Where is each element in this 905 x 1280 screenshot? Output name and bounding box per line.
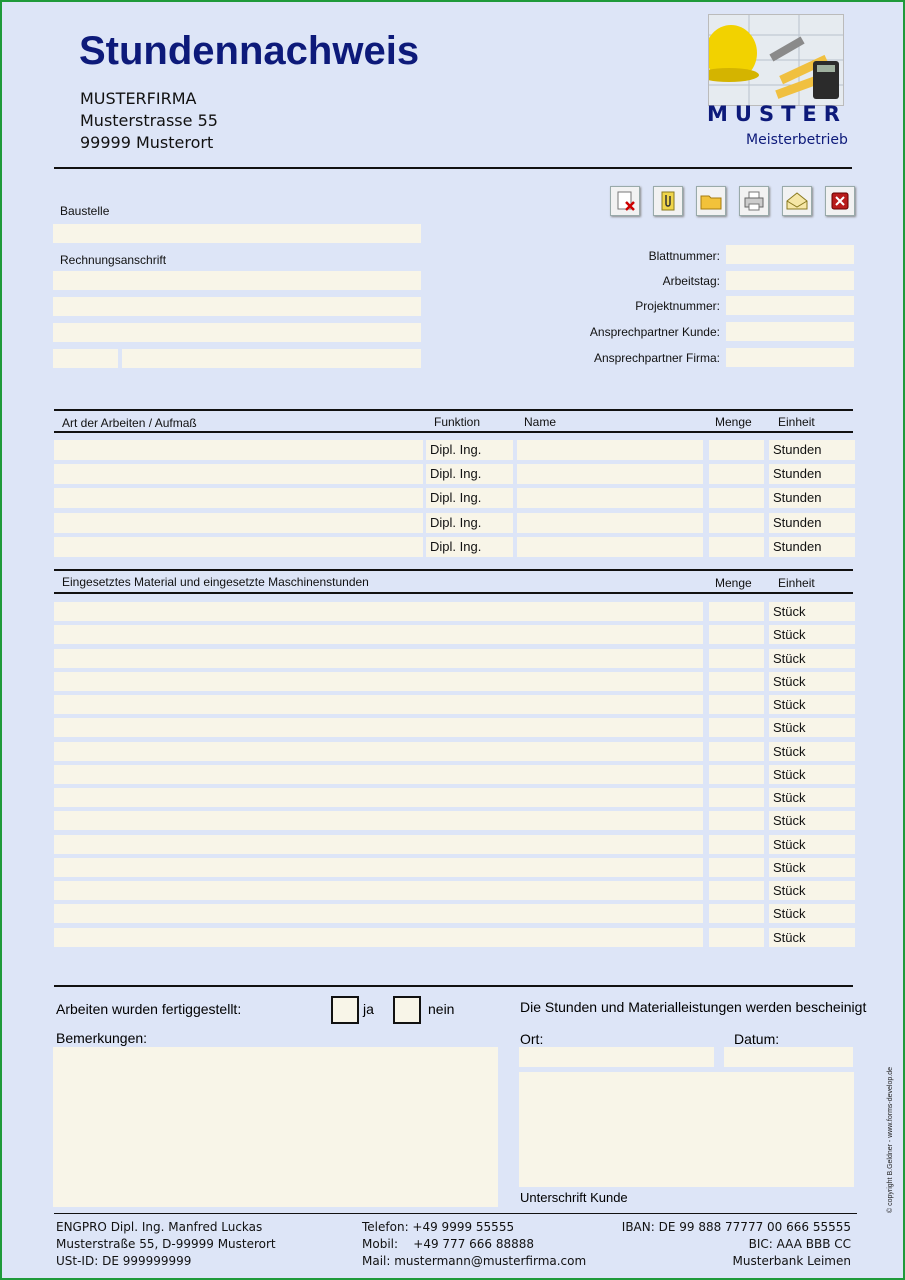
work-row-name-field[interactable] [517, 537, 703, 557]
work-row-art-field[interactable] [54, 488, 423, 508]
close-icon [826, 187, 854, 215]
rechnungsanschrift-line1[interactable] [53, 271, 421, 290]
footer-mobile: Mobil: +49 777 666 88888 [362, 1237, 535, 1251]
work-row-funktion[interactable]: Dipl. Ing. [426, 537, 513, 557]
material-row-art-field[interactable] [54, 788, 703, 807]
material-row-einheit: Stück [769, 881, 855, 900]
baustelle-label: Baustelle [60, 204, 110, 218]
work-row-menge-field[interactable] [709, 537, 764, 557]
work-header-einheit: Einheit [778, 415, 815, 429]
nein-checkbox[interactable] [393, 996, 421, 1024]
material-header-einheit: Einheit [778, 576, 815, 590]
footer-iban: IBAN: DE 99 888 77777 00 666 55555 [621, 1220, 851, 1234]
work-row-name-field[interactable] [517, 464, 703, 484]
work-row-einheit: Stunden [769, 440, 855, 460]
close-button[interactable] [825, 186, 855, 216]
material-row-menge-field[interactable] [709, 718, 764, 737]
ansprechpartner-kunde-label: Ansprechpartner Kunde: [589, 325, 720, 339]
material-row-menge-field[interactable] [709, 695, 764, 714]
ort-field[interactable] [519, 1047, 714, 1067]
work-row-art-field[interactable] [54, 464, 423, 484]
copyright-note: © copyright B.Geldner - www.forms-develop.de [887, 1067, 894, 1213]
rechnungsanschrift-zip[interactable] [53, 349, 118, 368]
material-row-einheit: Stück [769, 904, 855, 923]
material-row-einheit: Stück [769, 672, 855, 691]
material-row-einheit: Stück [769, 765, 855, 784]
projektnummer-field[interactable] [726, 296, 854, 315]
signature-label: Unterschrift Kunde [520, 1190, 628, 1205]
open-folder-icon [697, 187, 725, 215]
rechnungsanschrift-line2[interactable] [53, 297, 421, 316]
material-row-einheit: Stück [769, 649, 855, 668]
clear-form-icon [611, 187, 639, 215]
material-row-einheit: Stück [769, 602, 855, 621]
material-header-art: Eingesetztes Material und eingesetzte Maschinenstunden [62, 575, 369, 589]
material-table-header-rule [54, 592, 853, 594]
material-row-menge-field[interactable] [709, 811, 764, 830]
logo-subtitle: Meisterbetrieb [746, 132, 848, 148]
material-row-einheit: Stück [769, 625, 855, 644]
work-header-art: Art der Arbeiten / Aufmaß [62, 416, 197, 430]
material-row-art-field[interactable] [54, 695, 703, 714]
material-header-menge: Menge [715, 576, 752, 590]
material-row-art-field[interactable] [54, 742, 703, 761]
bemerkungen-label: Bemerkungen: [56, 1030, 148, 1046]
email-icon [783, 187, 811, 215]
attach-button[interactable] [653, 186, 683, 216]
open-folder-button[interactable] [696, 186, 726, 216]
ja-checkbox[interactable] [331, 996, 359, 1024]
footer-mail[interactable]: Mail: mustermann@musterfirma.com [362, 1254, 587, 1268]
material-row-menge-field[interactable] [709, 835, 764, 854]
material-row-einheit: Stück [769, 858, 855, 877]
work-row-einheit: Stunden [769, 513, 855, 533]
footer-bic: BIC: AAA BBB CC [748, 1237, 851, 1251]
work-row-einheit: Stunden [769, 537, 855, 557]
print-button[interactable] [739, 186, 769, 216]
material-row-menge-field[interactable] [709, 765, 764, 784]
clear-form-button[interactable] [610, 186, 640, 216]
completion-top-rule [54, 985, 853, 987]
certify-text: Die Stunden und Materialleistungen werden bescheinigt [520, 999, 867, 1015]
ort-label: Ort: [520, 1031, 544, 1047]
work-row-funktion[interactable]: Dipl. Ing. [426, 464, 513, 484]
material-row-menge-field[interactable] [709, 742, 764, 761]
material-row-einheit: Stück [769, 928, 855, 947]
ansprechpartner-kunde-field[interactable] [726, 322, 854, 341]
footer-rule [54, 1213, 857, 1214]
material-row-art-field[interactable] [54, 765, 703, 784]
nein-label: nein [428, 1001, 455, 1017]
company-city: 99999 Musterort [80, 133, 214, 152]
material-row-einheit: Stück [769, 835, 855, 854]
material-row-art-field[interactable] [54, 858, 703, 877]
arbeitstag-field[interactable] [726, 271, 854, 290]
bemerkungen-field[interactable] [53, 1047, 498, 1207]
logo-image [708, 14, 844, 106]
projektnummer-label: Projektnummer: [635, 299, 720, 313]
work-row-art-field[interactable] [54, 537, 423, 557]
material-row-art-field[interactable] [54, 928, 703, 947]
material-row-art-field[interactable] [54, 835, 703, 854]
material-row-einheit: Stück [769, 742, 855, 761]
material-row-art-field[interactable] [54, 649, 703, 668]
work-row-name-field[interactable] [517, 513, 703, 533]
blattnummer-label: Blattnummer: [648, 249, 720, 263]
material-row-einheit: Stück [769, 811, 855, 830]
material-row-menge-field[interactable] [709, 904, 764, 923]
material-row-menge-field[interactable] [709, 672, 764, 691]
work-row-funktion[interactable]: Dipl. Ing. [426, 488, 513, 508]
company-name: MUSTERFIRMA [80, 89, 197, 108]
work-table-header-rule [54, 431, 853, 433]
work-row-menge-field[interactable] [709, 464, 764, 484]
rechnungsanschrift-line3[interactable] [53, 323, 421, 342]
work-row-art-field[interactable] [54, 513, 423, 533]
work-row-menge-field[interactable] [709, 440, 764, 460]
company-street: Musterstrasse 55 [80, 111, 218, 130]
footer-bank: Musterbank Leimen [732, 1254, 851, 1268]
header-divider [54, 167, 852, 169]
datum-field[interactable] [724, 1047, 853, 1067]
work-table-top-rule [54, 409, 853, 411]
page-title: Stundennachweis [79, 29, 420, 73]
footer-address: Musterstraße 55, D-99999 Musterort [56, 1237, 276, 1251]
work-row-einheit: Stunden [769, 464, 855, 484]
print-icon [740, 187, 768, 215]
work-row-funktion[interactable]: Dipl. Ing. [426, 513, 513, 533]
material-row-art-field[interactable] [54, 718, 703, 737]
blattnummer-field[interactable] [726, 245, 854, 264]
email-button[interactable] [782, 186, 812, 216]
material-row-menge-field[interactable] [709, 649, 764, 668]
material-row-einheit: Stück [769, 718, 855, 737]
work-row-name-field[interactable] [517, 488, 703, 508]
rechnungsanschrift-label: Rechnungsanschrift [60, 253, 167, 267]
work-row-menge-field[interactable] [709, 488, 764, 508]
material-row-art-field[interactable] [54, 881, 703, 900]
rechnungsanschrift-city[interactable] [122, 349, 421, 368]
work-header-name: Name [524, 415, 557, 429]
footer-phone: Telefon: +49 9999 55555 [362, 1220, 515, 1234]
footer-company: ENGPRO Dipl. Ing. Manfred Luckas [56, 1220, 263, 1234]
work-header-menge: Menge [715, 415, 752, 429]
material-row-art-field[interactable] [54, 811, 703, 830]
material-row-menge-field[interactable] [709, 928, 764, 947]
work-row-name-field[interactable] [517, 440, 703, 460]
ansprechpartner-firma-label: Ansprechpartner Firma: [593, 351, 720, 365]
work-row-menge-field[interactable] [709, 513, 764, 533]
signature-field[interactable] [519, 1072, 854, 1187]
material-row-einheit: Stück [769, 788, 855, 807]
work-row-funktion[interactable]: Dipl. Ing. [426, 440, 513, 460]
work-row-einheit: Stunden [769, 488, 855, 508]
material-row-menge-field[interactable] [709, 625, 764, 644]
attach-icon [654, 187, 682, 215]
ansprechpartner-firma-field[interactable] [726, 348, 854, 367]
ja-label: ja [363, 1001, 374, 1017]
material-row-art-field[interactable] [54, 602, 703, 621]
material-row-art-field[interactable] [54, 625, 703, 644]
material-row-menge-field[interactable] [709, 788, 764, 807]
material-table-top-rule [54, 569, 853, 571]
material-row-menge-field[interactable] [709, 602, 764, 621]
material-row-einheit: Stück [769, 695, 855, 714]
material-row-menge-field[interactable] [709, 881, 764, 900]
material-row-art-field[interactable] [54, 672, 703, 691]
baustelle-field[interactable] [53, 224, 421, 243]
work-row-art-field[interactable] [54, 440, 423, 460]
material-row-art-field[interactable] [54, 904, 703, 923]
work-header-funktion: Funktion [434, 415, 481, 429]
construction-tools-icon [709, 15, 843, 105]
completion-question: Arbeiten wurden fertiggestellt: [56, 1001, 242, 1017]
footer-ustid: USt-ID: DE 999999999 [56, 1254, 192, 1268]
arbeitstag-label: Arbeitstag: [662, 274, 720, 288]
material-row-menge-field[interactable] [709, 858, 764, 877]
logo-wordmark: MUSTER [707, 102, 847, 126]
datum-label: Datum: [734, 1031, 780, 1047]
